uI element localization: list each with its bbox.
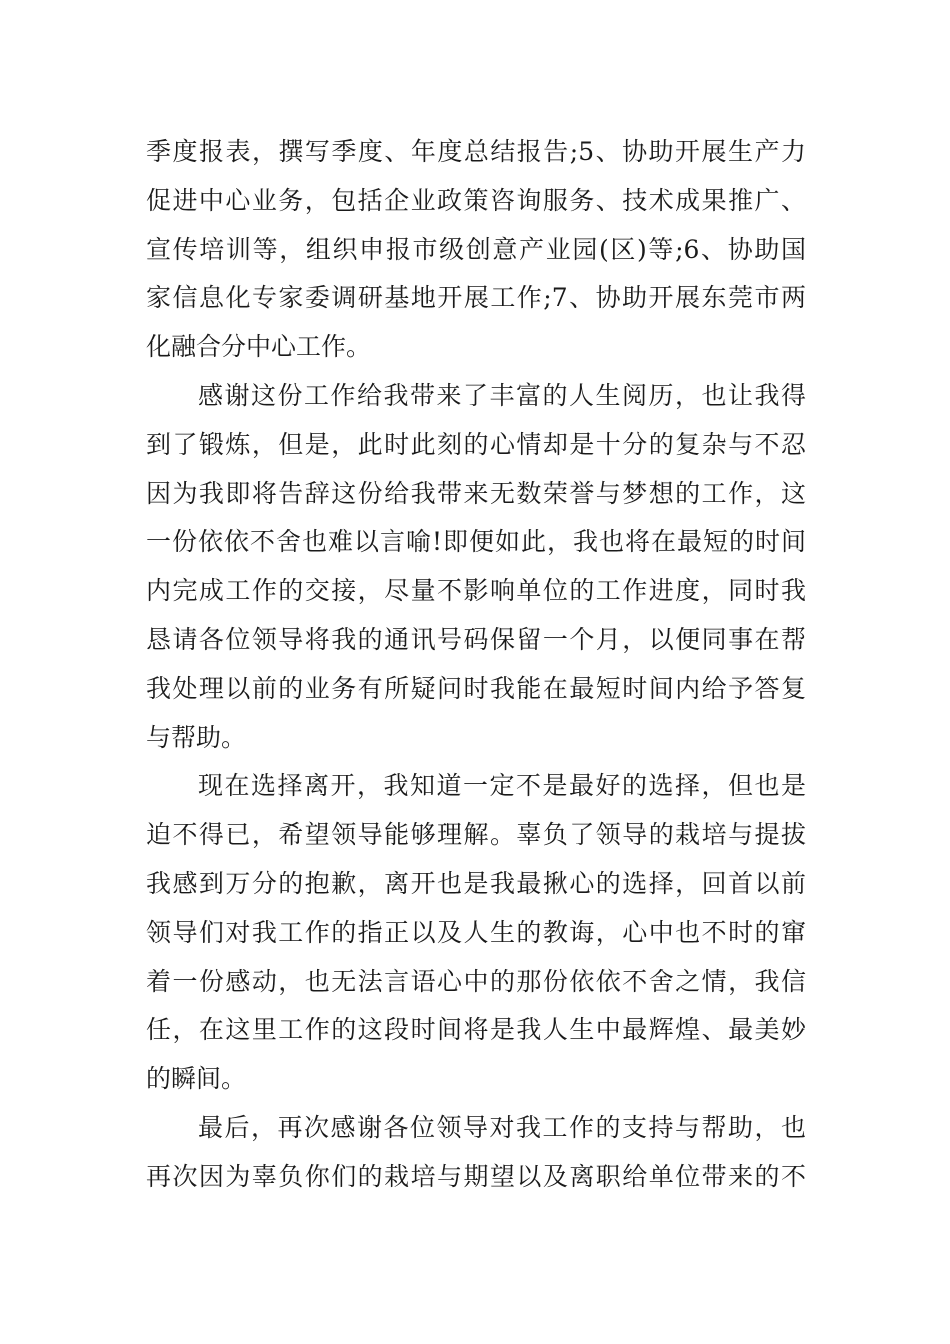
text-line: 领导们对我工作的指正以及人生的教诲，心中也不时的窜 [146,917,806,947]
document-body [146,128,806,1202]
text-line: 恳请各位领导将我的通讯号码保留一个月，以便同事在帮 [146,624,806,654]
text-line: 宣传培训等，组织申报市级创意产业园(区)等;6、协助国 [146,234,806,264]
text-line: 促进中心业务，包括企业政策咨询服务、技术成果推广、 [146,185,806,215]
text-line: 任，在这里工作的这段时间将是我人生中最辉煌、最美妙 [146,1015,806,1045]
text-line: 我感到万分的抱歉，离开也是我最揪心的选择，回首以前 [146,868,806,898]
text-line: 最后，再次感谢各位领导对我工作的支持与帮助，也 [198,1112,806,1142]
text-line: 我处理以前的业务有所疑问时我能在最短时间内给予答复 [146,673,806,703]
text-line: 现在选择离开，我知道一定不是最好的选择，但也是 [198,771,806,801]
text-line: 因为我即将告辞这份给我带来无数荣誉与梦想的工作，这 [146,478,806,508]
text-line: 迫不得已，希望领导能够理解。辜负了领导的栽培与提拔 [146,820,806,850]
text-line: 一份依依不舍也难以言喻!即便如此，我也将在最短的时间 [146,527,806,557]
text-line: 着一份感动，也无法言语心中的那份依依不舍之情，我信 [146,966,806,996]
text-line: 感谢这份工作给我带来了丰富的人生阅历，也让我得 [198,380,806,410]
text-line: 到了锻炼，但是，此时此刻的心情却是十分的复杂与不忍 [146,429,806,459]
text-line: 的瞬间。 [146,1064,247,1094]
text-line: 家信息化专家委调研基地开展工作;7、协助开展东莞市两 [146,283,806,313]
text-line: 与帮助。 [146,722,247,752]
text-line: 再次因为辜负你们的栽培与期望以及离职给单位带来的不 [146,1161,806,1191]
text-line: 内完成工作的交接，尽量不影响单位的工作进度，同时我 [146,576,806,606]
text-line: 化融合分中心工作。 [146,332,372,362]
text-line: 季度报表，撰写季度、年度总结报告;5、协助开展生产力 [146,137,806,166]
